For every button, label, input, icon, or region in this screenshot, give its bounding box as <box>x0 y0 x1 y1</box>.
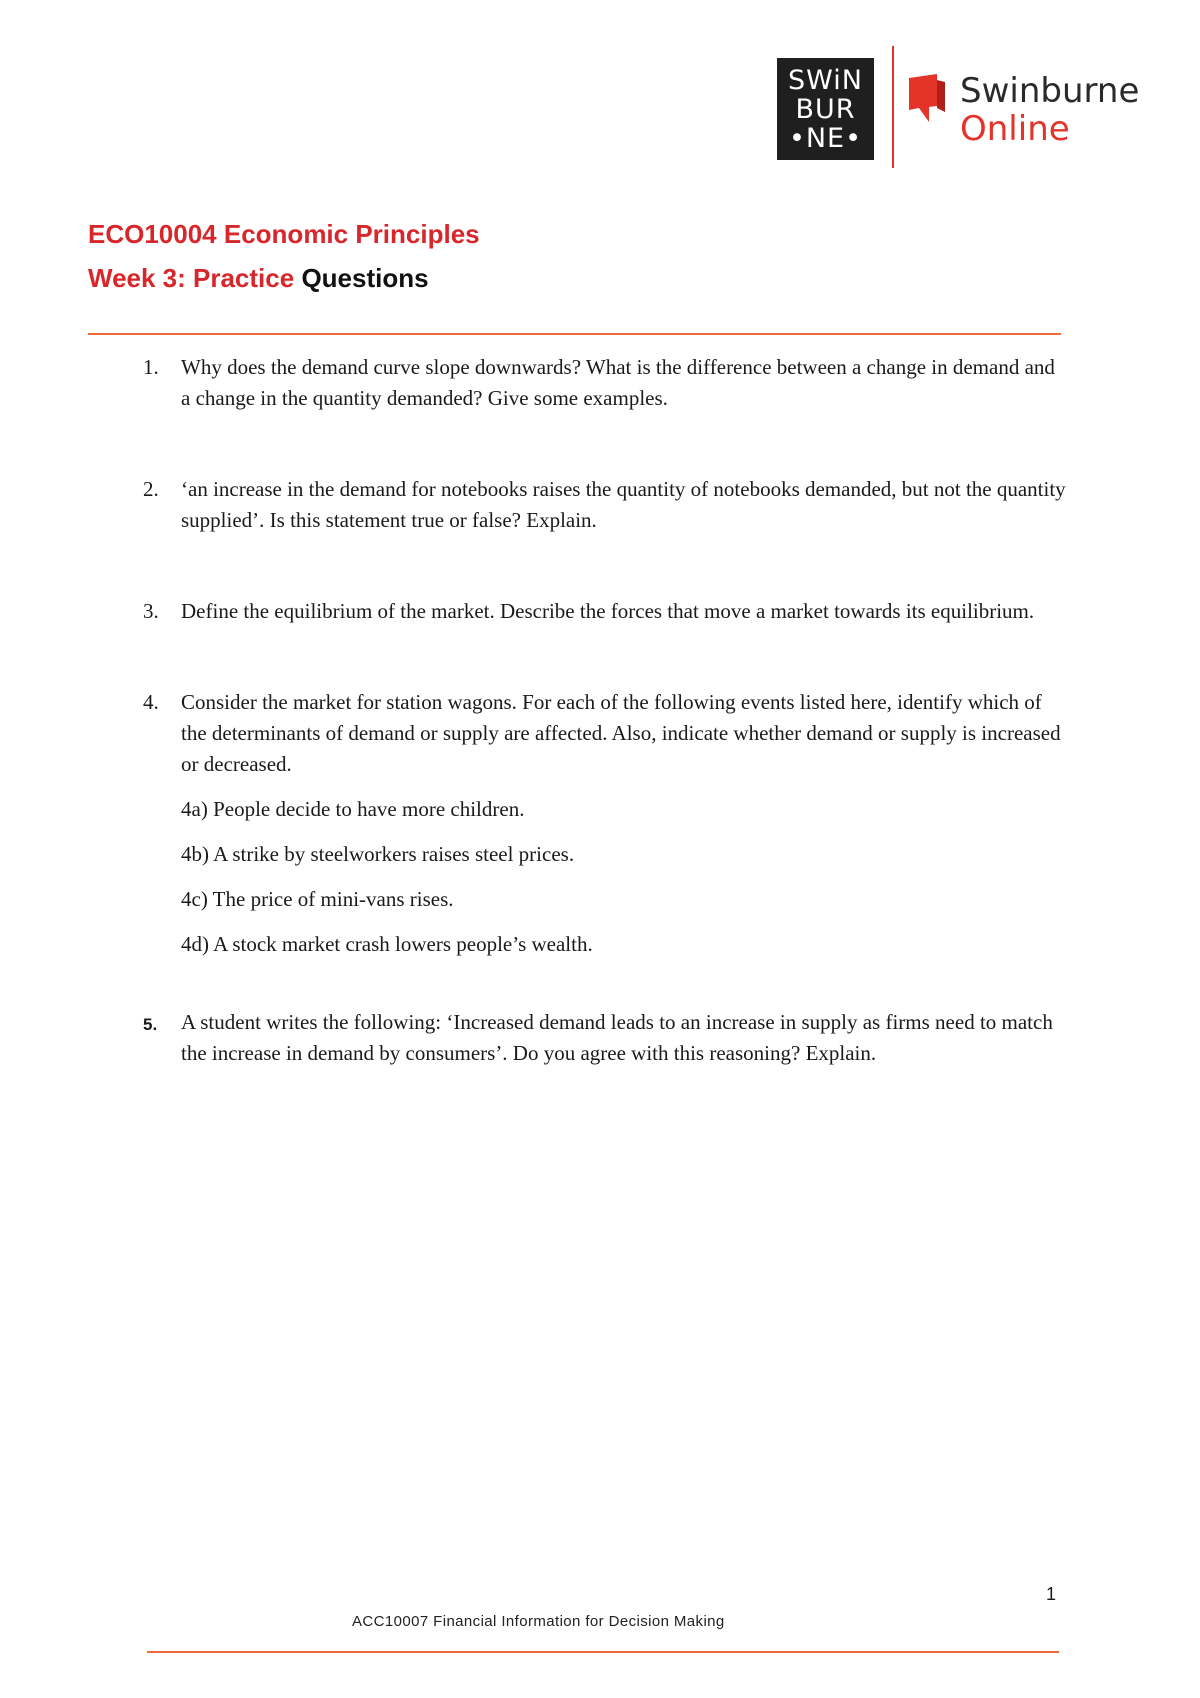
header-rule <box>88 333 1061 335</box>
brand-line-2: Online <box>960 109 1070 149</box>
sub-question-4d: 4d) A stock market crash lowers people’s wealth. <box>181 932 593 956</box>
logo-divider <box>892 46 894 168</box>
question-text: Define the equilibrium of the market. Describe the forces that move a market towards its equilibrium. <box>181 599 1035 623</box>
sub-question-4b: 4b) A strike by steelworkers raises steel prices. <box>181 842 575 866</box>
subtitle-black: Questions <box>301 263 429 293</box>
question-number: 3. <box>143 599 159 623</box>
question-number: 5. <box>143 1015 158 1034</box>
question-number: 2. <box>143 477 159 501</box>
logo-line-3: •NE• <box>788 122 863 154</box>
question-3 <box>88 596 1068 627</box>
question-2 <box>88 474 1068 536</box>
document-title: ECO10004 Economic Principles <box>88 219 480 249</box>
speech-bubble-icon <box>907 72 949 128</box>
question-list <box>88 352 1068 1069</box>
question-5 <box>88 1007 1068 1069</box>
footer-course-name: ACC10007 Financial Information for Decision Making <box>352 1613 725 1630</box>
question-4 <box>88 687 1068 960</box>
sub-question-4c: 4c) The price of mini-vans rises. <box>181 887 454 911</box>
question-text: Consider the market for station wagons. For each of the following events listed here, identify which of the determinants of demand or supply are affected. Also, indicate whether demand or supply is increased or decreased. <box>181 690 1061 776</box>
logo-line-2: BUR <box>795 93 856 125</box>
document-subtitle <box>88 262 429 294</box>
footer-rule <box>147 1651 1059 1653</box>
brand-line-1: Swinburne <box>960 71 1140 111</box>
sub-question-4a: 4a) People decide to have more children. <box>181 797 525 821</box>
question-number: 1. <box>143 355 159 379</box>
swinburne-logo <box>777 58 874 160</box>
question-text: Why does the demand curve slope downwards? What is the difference between a change in demand and a change in the quantity demanded? Give some examples. <box>181 355 1055 410</box>
question-1 <box>88 352 1068 414</box>
question-text: A student writes the following: ‘Increased demand leads to an increase in supply as firms need to match the increase in demand by consumers’. Do you agree with this reasoning? Explain. <box>181 1010 1053 1065</box>
question-number: 4. <box>143 690 159 714</box>
brand-wordmark <box>960 72 1139 148</box>
subtitle-red: Week 3: Practice <box>88 263 295 293</box>
question-text: ‘an increase in the demand for notebooks raises the quantity of notebooks demanded, but not the quantity supplied’. Is this statement true or false? Explain. <box>181 477 1066 532</box>
logo-line-1: SWiN <box>788 64 863 96</box>
page-number: 1 <box>1046 1584 1057 1604</box>
